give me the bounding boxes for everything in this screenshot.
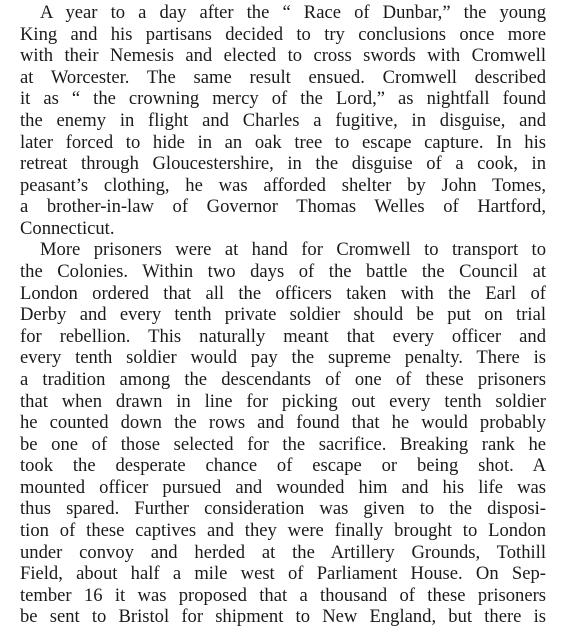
text-line: it as “ the crowning mercy of the Lord,” as nightfall found — [20, 88, 546, 110]
text-line: the enemy in flight and Charles a fugitive, in disguise, and — [20, 109, 546, 131]
text-line: Derby and every tenth private soldier should be put on trial — [20, 304, 546, 326]
text-line: A year to a day after the “ Race of Dunbar,” the young — [40, 2, 546, 23]
text-line: with their Nemesis and elected to cross swords with Cromwell — [20, 45, 546, 67]
text-line: every tenth soldier would pay the supreme penalty. There is — [20, 347, 546, 369]
text-line: London ordered that all the officers taken with the Earl of — [20, 282, 546, 304]
text-line: More prisoners were at hand for Cromwell to transport to — [40, 239, 546, 261]
text-line: peasant’s clothing, he was afforded shelter by John Tomes, — [20, 174, 546, 196]
text-line: be one of those selected for the sacrifice. Breaking rank he — [20, 433, 546, 455]
text-line: Field, about half a mile west of Parliament House. On Sep- — [20, 563, 546, 585]
text-line: Connecticut. — [20, 217, 115, 239]
text-line: tion of these captives and they were finally brought to London — [20, 520, 546, 542]
text-line: the Colonies. Within two days of the battle the Council at — [20, 261, 546, 283]
text-line: King and his partisans decided to try conclusions once more — [20, 23, 546, 45]
text-line: for rebellion. This naturally meant that every officer and — [20, 325, 546, 347]
text-line: under convoy and herded at the Artillery Grounds, Tothill — [20, 541, 546, 563]
text-line: that when drawn in line for picking out every tenth soldier — [20, 390, 546, 412]
text-line: thus spared. Further consideration was given to the disposi- — [20, 498, 546, 520]
text-line: he counted down the rows and found that he would probably — [20, 412, 546, 434]
text-line: mounted officer pursued and wounded him and his life was — [20, 476, 546, 498]
text-line: took the desperate chance of escape or being shot. A — [20, 455, 546, 477]
text-line: be sent to Bristol for shipment to New England, but there is — [20, 606, 546, 628]
text-line: a brother-in-law of Governor Thomas Welles of Hartford, — [20, 196, 546, 218]
text-line: retreat through Gloucestershire, in the disguise of a cook, in — [20, 153, 546, 175]
text-line: tember 16 it was proposed that a thousand of these prisoners — [20, 584, 546, 606]
text-line: a tradition among the descendants of one of these prisoners — [20, 368, 546, 390]
text-line: later forced to hide in an oak tree to escape capture. In his — [20, 131, 546, 153]
text-line: at Worcester. The same result ensued. Cromwell described — [20, 66, 546, 88]
